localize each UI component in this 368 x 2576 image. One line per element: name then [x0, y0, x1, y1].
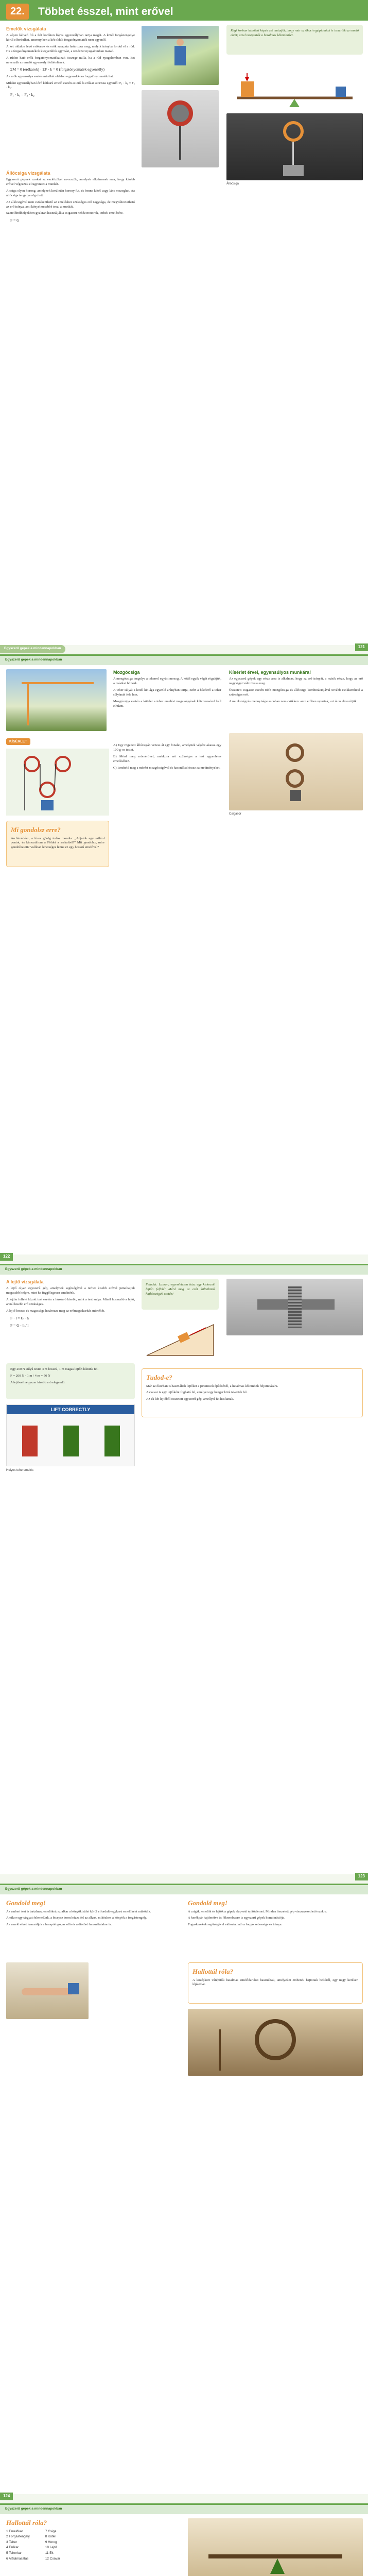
section-fixed-pulley [6, 170, 135, 226]
screw-jack-photo [226, 1279, 363, 1335]
list-item: 8 Kötél [45, 2535, 56, 2539]
did-you-know-box [142, 1368, 363, 1417]
page-number: 123 [355, 1873, 368, 1880]
history-box [188, 1962, 363, 2004]
section-think-left [6, 1899, 179, 1929]
paragraph: A munkavégzés mennyisége azonban nem csökken: amit erőben nyerünk, azt úton elveszítjük. [229, 699, 358, 703]
page-ribbon [0, 1265, 368, 1275]
chapter-title: Többet ésszel, mint erővel [38, 6, 173, 18]
example-box [6, 1363, 135, 1399]
section-incline [6, 1279, 135, 1330]
list-item: 12 Csavar [45, 2556, 60, 2561]
arm-lever-illustration [6, 1962, 89, 2019]
page-125 [0, 2505, 368, 2576]
pulley-photo [142, 90, 219, 167]
side-note [226, 25, 363, 55]
paragraph: A teher súlyát a kötél két ága egyenlő arányban tartja, ezért a húzóerő a teher súlyának fele lesz. [113, 688, 221, 697]
paragraph: Már az ókorban is használtak lejtőket a piramisok építésénél, a hatalmas kőtömbök feljuttatására. [146, 1384, 278, 1388]
task-box-text: Feladat: Lassan, egyenletesen húzz egy kiskocsit lejtőn felfelé! Mérd meg az erőt különböző hajlásszögek esetén! [146, 1283, 215, 1296]
experiment-steps [113, 743, 221, 772]
boy-on-bar-photo [142, 26, 219, 85]
list-item: 7 Csiga [45, 2529, 57, 2533]
paragraph: A rúdon ható erők forgatónyomatékainak összege nulla, ha a rúd nyugalomban van. Ezt nevezzük az emelő egyensúlyi feltételének. [6, 56, 135, 64]
paragraph: Az emberi test is tartalmaz emelőket: az alkar a könyökizület körül elforduló egykarú emelőként működik. [6, 1909, 151, 1913]
section-title: Mozgócsiga [113, 670, 140, 675]
page-121 [0, 0, 368, 654]
list-item: 10 Lejtő [45, 2546, 57, 2550]
ribbon-text: Egyszerű gépek a mindennapokban [5, 658, 62, 662]
paragraph: Az erők egyensúlya esetén mindkét oldalon ugyanakkora forgatónyomaték hat. [6, 74, 114, 78]
paragraph: A csigák, emelők és lejtők a gépek alapvető építőelemei. Minden összetett gép visszavezethető ezekre. [188, 1909, 327, 1913]
figure-caption: Állócsiga [226, 182, 239, 185]
footer-strip [0, 1874, 368, 1884]
formula: F · l = G · h [10, 1315, 29, 1320]
side-note-text: Régi korban készített képek azt mutatják, hogy már az ókori egyiptomiak is ismerték az emelő elvét; ezzel mozgatták a hatalmas kőtömböket. [231, 29, 359, 37]
block-and-tackle-photo [229, 733, 363, 810]
lift-correctly-sign [6, 1404, 135, 1466]
list-item: 9 Horog [45, 2540, 57, 2544]
list-item: 1 Emelőkar [6, 2529, 23, 2533]
think-box-title: Mi gondolsz erre? [11, 826, 61, 834]
workshop-photo [226, 113, 363, 180]
machine-illustration [188, 2518, 363, 2576]
section-title: Emelők vizsgálata [6, 26, 46, 31]
paragraph: Összetett csigasor esetén több mozgócsiga és állócsiga kombinációjával tovább csökkenthető a szükséges erő. [229, 688, 363, 697]
paragraph: Amikor egy tárgyat felemelünk, a bicepsz izom húzza fel az alkart, miközben a könyök a forgástengely. [6, 1916, 147, 1920]
section-experiment-work [229, 669, 363, 706]
paragraph: Szerelőműhelyekben gyakran használják a csigasort nehéz motorok, terhek emelésére. [6, 211, 124, 215]
incline-diagram [142, 1314, 219, 1361]
paragraph: Miként egyensúlyban lévő kétkarú emelő esetén az erő és erőkar szorzata egyenlő: F₁ · k₁ = F₂ · k₂. [6, 81, 135, 90]
page-122 [0, 656, 368, 1264]
page-124 [0, 1885, 368, 2503]
paragraph: A képen látható fiú a fali korláton lógva egyensúlyban tartja magát. A kötél forgástengelye körül elfordulhat, amennyiben a két oldali forgatónyomaték nem egyenlő. [6, 33, 135, 42]
paragraph: A mozgócsiga tengelye a teherrel együtt mozog. A kötél egyik végét rögzítjük, a másikat húzzuk. [113, 677, 221, 686]
lever-diagram [226, 58, 363, 109]
paragraph: Mozgócsiga esetén a kötelet a teher emelési magasságának kétszeresével kell elhúzni. [113, 699, 221, 708]
paragraph: A kerékpár hajtóműve és fékrendszere is egyszerű gépek kombinációja. [188, 1916, 285, 1920]
ribbon-text: Egyszerű gépek a mindennapokban [5, 1887, 62, 1891]
figure-caption: Csigasor [229, 812, 241, 816]
paragraph: Az emelő elvét használjuk a harapófogó, az olló és a diótörő használatakor is. [6, 1923, 112, 1927]
section-levers [6, 26, 135, 99]
section-movable-pulley [113, 669, 221, 710]
footer-tab: Egyszerű gépek a mindennapokban [0, 645, 65, 653]
list-item: 5 Teherkar [6, 2551, 22, 2555]
page-number: 122 [0, 1253, 13, 1261]
section-title: A lejtő vizsgálata [6, 1279, 44, 1284]
formula: F₁ · k₁ = F₂ · k₂ [10, 92, 34, 97]
section-think-right [188, 1899, 363, 1929]
formula: F = G [10, 218, 20, 223]
footer-strip [0, 2494, 368, 2503]
history-box-text: A középkori várépítők hatalmas emelődarukat használtak, amelyeket emberek hajtottak belülről, egy nagy keréken lépkedve. [192, 1978, 358, 1987]
section-title: Gondold meg! [6, 1899, 46, 1907]
formula: F = G · h / l [10, 1323, 29, 1328]
list-item: 2 Forgástengely [6, 2535, 30, 2539]
section-title: Kísérlet érvei, egyensúlyos munkára! [229, 670, 311, 675]
section-labelled-parts [6, 2518, 179, 2562]
think-box [6, 821, 109, 867]
parts-list-right [45, 2530, 60, 2563]
paragraph: A két oldalon lévő erőkarok és erők szorzata határozza meg, melyik irányba fordul el a rúd. Ha a forgatónyomatékok kiegyenlítik egymást, a rendszer nyugalomban marad. [6, 44, 135, 53]
ribbon-text: Egyszerű gépek a mindennapokban [5, 2507, 62, 2511]
paragraph: A csiga olyan korong, amelynek kerületén horony fut, és benne kötél vagy lánc mozoghat. Az állócsiga tengelye rögzített. [6, 189, 135, 197]
medieval-crane-photo [188, 2009, 363, 2076]
experiment-label: KÍSÉRLET [6, 738, 30, 745]
page-number: 121 [355, 643, 368, 651]
task-box [142, 1279, 219, 1310]
list-item: 11 Ék [45, 2551, 54, 2555]
think-box-text: Archimédész, a híres görög tudós mondta: „Adjatok egy szilárd pontot, és kimozdítom a Földet a sarkaiból!” Mit gondolsz, mire gondolhatott? Valóban lehetséges lenne ez egy hosszú emelővel? [11, 836, 104, 850]
experiment-step: B) Mérd meg erőmérővel, mekkora erő szükséges a test egyenletes emeléséhez. [113, 754, 221, 763]
section-title: Hallottál róla? [6, 2519, 47, 2527]
paragraph: Egyszerű gépnek azokat az eszközöket nevezzük, amelyek alkalmasak arra, hogy kisebb erővel végezzük el ugyanazt a munkát. [6, 178, 135, 187]
list-item: 6 Alátámasztás [6, 2556, 29, 2561]
footer-strip [0, 1255, 368, 1264]
paragraph: A lejtőn felfelé húzott test esetén a húzóerő kisebb, mint a test súlya. Minél hosszabb a lejtő, annál kisebb erő szükséges. [6, 1297, 135, 1306]
paragraph: A csavar is egy lejtőként fogható fel, amelyet egy henger köré tekertek fel. [146, 1391, 248, 1395]
example-line: Egy 200 N súlyú testet 4 m hosszú, 1 m magas lejtőn húzunk fel. [10, 1367, 99, 1371]
parts-list-left [6, 2530, 30, 2563]
did-you-know-title: Tudod-e? [146, 1374, 172, 1381]
experiment-step: C) Ismételd meg a mérést mozgócsigával és hasonlítsd össze az eredményeket. [113, 766, 221, 770]
list-item: 3 Teher [6, 2540, 17, 2544]
paragraph: Fogaskerekek segítségével változtatható a forgás sebessége és iránya. [188, 1923, 283, 1927]
page-ribbon [0, 656, 368, 665]
example-line: F = 200 N · 1 m / 4 m = 50 N [10, 1374, 50, 1378]
history-box-title: Hallottál róla? [192, 1968, 234, 1975]
crane-photo [6, 669, 107, 731]
section-title: Állócsiga vizsgálata [6, 171, 50, 176]
paragraph: A lejtő hossza és magassága határozza meg az erőmegtakarítás mértékét. [6, 1309, 105, 1313]
page-number: 124 [0, 2493, 13, 2500]
figure-caption: Helyes teheremelés [6, 1469, 34, 1472]
pulley-system-diagram [6, 749, 109, 816]
paragraph: Az ék két lejtőből összetett egyszerű gép, amellyel fát hasítanak. [146, 1397, 234, 1401]
list-item: 4 Erőkar [6, 2546, 19, 2550]
chapter-number: 22. [6, 4, 29, 20]
ribbon-text: Egyszerű gépek a mindennapokban [5, 1267, 62, 1271]
example-line: A lejtővel négyszer kisebb erő elegendő. [10, 1380, 65, 1384]
chapter-header [0, 0, 368, 21]
experiment-step: A) Egy rögzített állócsigán vezess át egy fonalat, amelynek végére akassz egy 100 g-os testet. [113, 743, 221, 752]
page-ribbon [0, 1885, 368, 1894]
formula: ΣM = 0 (erőkarok) · ΣF · k = 0 (forgatónyomaték egyensúly) [10, 67, 105, 72]
page-ribbon [0, 2505, 368, 2514]
page-123 [0, 1265, 368, 1884]
section-title: Gondold meg! [188, 1899, 227, 1907]
paragraph: A lejtő olyan egyszerű gép, amelynek segítségével a terhet kisebb erővel juttathatjuk magasabb helyre, mint ha függőlegesen emelnénk. [6, 1286, 135, 1295]
paragraph: Az állócsigával nem csökkenthető az emeléshez szükséges erő nagysága, de megváltoztatható az erő iránya, ami kényelmesebbé teszi a munkát. [6, 200, 135, 209]
parts-lists [6, 2530, 179, 2563]
sign-title: LIFT CORRECTLY [7, 1405, 134, 1414]
paragraph: Az egyszerű gépek egy része arra is alkalmas, hogy az erő irányát, a másik része, hogy az erő nagyságát változtassa meg. [229, 677, 363, 686]
